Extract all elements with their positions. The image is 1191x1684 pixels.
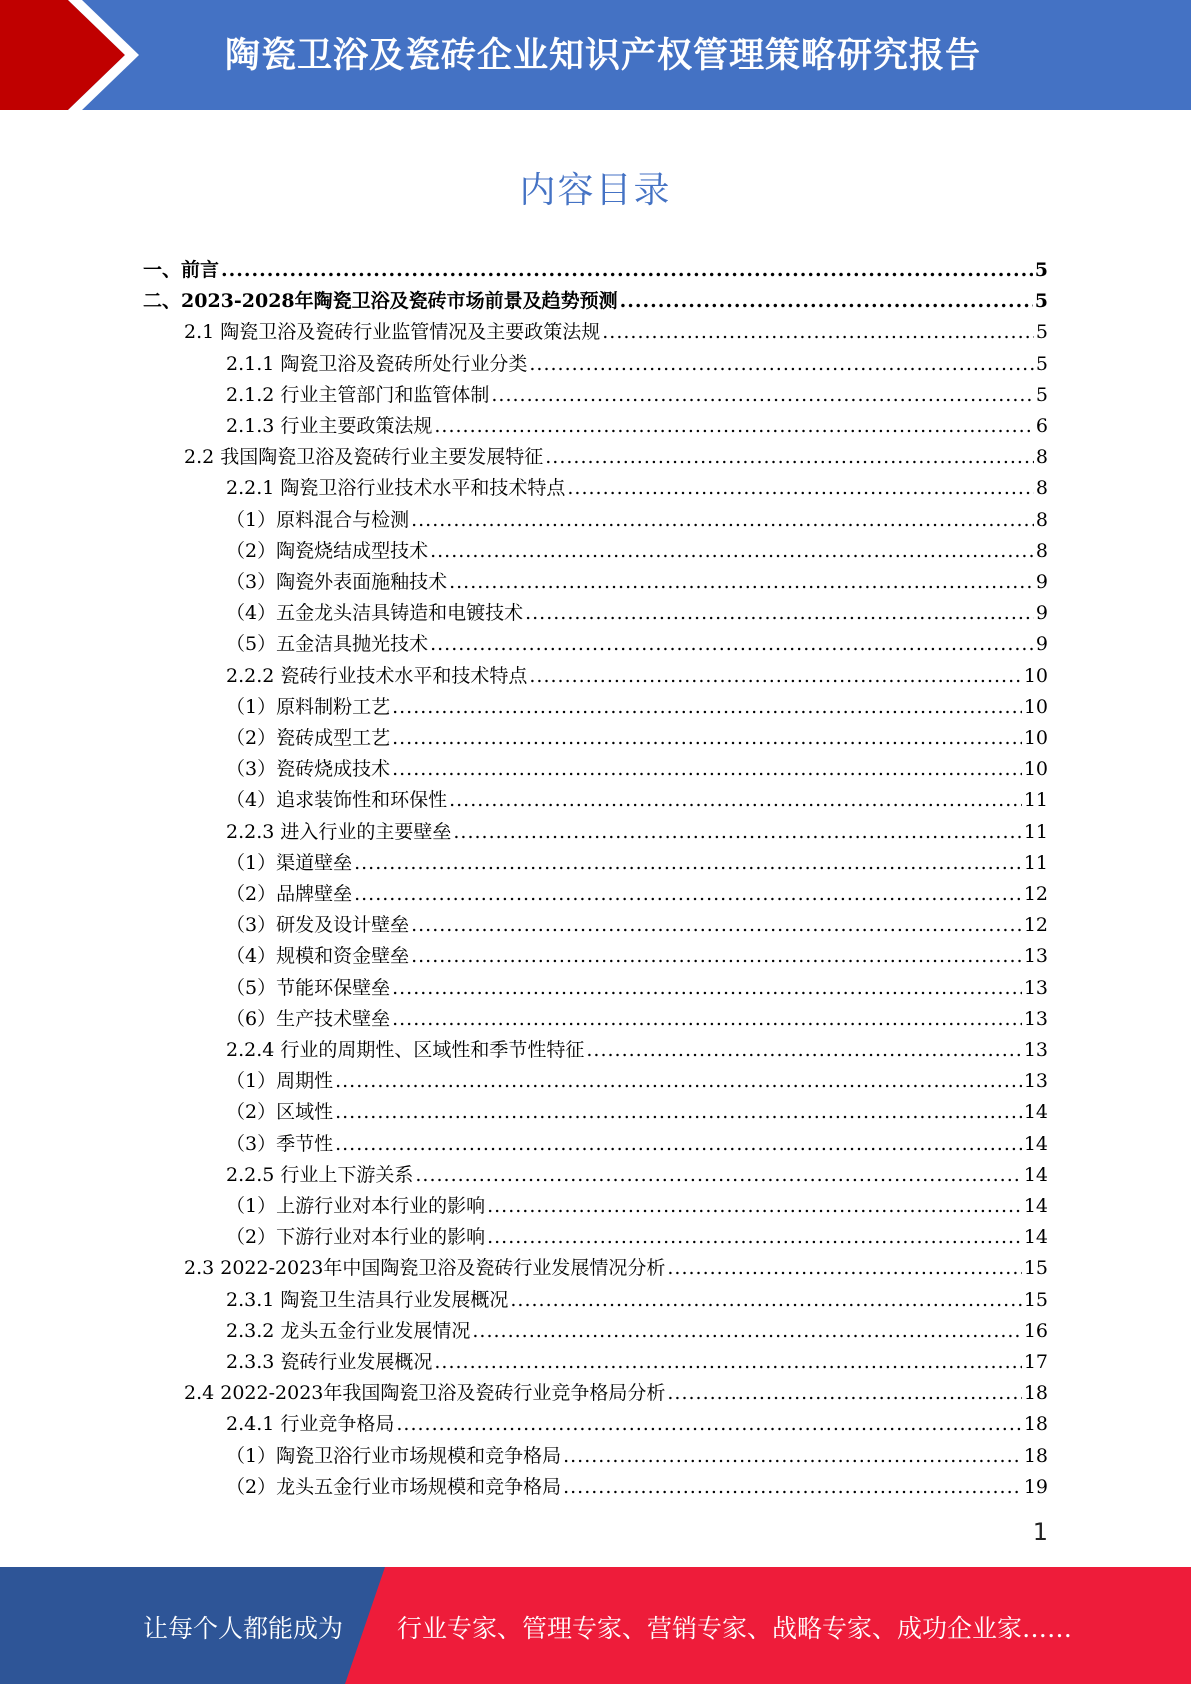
toc-entry-title: （2）区域性 bbox=[226, 1101, 334, 1124]
toc-dot-leader bbox=[567, 473, 1034, 504]
toc-entry-title: （6）生产技术壁垒 bbox=[226, 1007, 391, 1030]
toc-dot-leader bbox=[430, 629, 1034, 660]
toc-entry-title: 2.2.3 进入行业的主要壁垒 bbox=[226, 820, 452, 843]
toc-dot-leader bbox=[415, 1160, 1021, 1191]
toc-entry[interactable] bbox=[226, 1222, 1048, 1253]
toc-entry-page: 11 bbox=[1023, 851, 1048, 874]
toc-dot-leader bbox=[510, 1285, 1021, 1316]
toc-dot-leader bbox=[335, 1097, 1022, 1128]
toc-entry-title: （2）下游行业对本行业的影响 bbox=[226, 1226, 486, 1249]
toc-entry-page: 5 bbox=[1034, 259, 1048, 281]
toc-entry-title: （3）季节性 bbox=[226, 1132, 334, 1155]
toc-entry-page: 11 bbox=[1023, 789, 1048, 812]
toc-entry-title: （1）原料制粉工艺 bbox=[226, 695, 391, 718]
toc-entry-page: 11 bbox=[1023, 820, 1048, 843]
toc-entry[interactable] bbox=[226, 1129, 1048, 1160]
toc-dot-leader bbox=[487, 1222, 1022, 1253]
toc-entry[interactable] bbox=[226, 692, 1048, 723]
toc-entry[interactable] bbox=[226, 567, 1048, 598]
toc-entry-title: 2.1 陶瓷卫浴及瓷砖行业监管情况及主要政策法规 bbox=[184, 321, 601, 344]
toc-entry-title: 2.4 2022-2023年我国陶瓷卫浴及瓷砖行业竞争格局分析 bbox=[184, 1382, 666, 1405]
toc-entry-title: （3）瓷砖烧成技术 bbox=[226, 758, 391, 781]
toc-entry-page: 9 bbox=[1035, 571, 1048, 593]
toc-dot-leader bbox=[354, 848, 1022, 879]
toc-entry-page: 18 bbox=[1023, 1444, 1048, 1467]
toc-entry[interactable] bbox=[226, 941, 1048, 972]
toc-entry-page: 14 bbox=[1023, 1226, 1048, 1249]
toc-entry-title: 2.1.2 行业主管部门和监管体制 bbox=[226, 383, 490, 406]
toc-entry-title: 2.3.1 陶瓷卫生洁具行业发展概况 bbox=[226, 1288, 509, 1311]
toc-entry-title: 2.3.3 瓷砖行业发展概况 bbox=[226, 1351, 433, 1373]
toc-entry-page: 10 bbox=[1023, 758, 1048, 781]
toc-entry-title: （3）陶瓷外表面施釉技术 bbox=[226, 571, 448, 593]
toc-dot-leader bbox=[411, 910, 1022, 941]
toc-entry-title: 2.2.5 行业上下游关系 bbox=[226, 1163, 414, 1186]
toc-dot-leader bbox=[392, 692, 1022, 723]
toc-entry-title: 2.1.1 陶瓷卫浴及瓷砖所处行业分类 bbox=[226, 352, 528, 375]
toc-entry-page: 8 bbox=[1035, 508, 1048, 531]
toc-entry-page: 14 bbox=[1023, 1132, 1048, 1155]
toc-entry[interactable] bbox=[226, 1409, 1048, 1440]
toc-entry[interactable] bbox=[226, 598, 1048, 629]
toc-dot-leader bbox=[392, 723, 1022, 754]
toc-entry-title: （4）五金龙头洁具铸造和电镀技术 bbox=[226, 602, 524, 625]
toc-entry[interactable] bbox=[143, 286, 1048, 317]
toc-dot-leader bbox=[667, 1378, 1021, 1409]
toc-entry[interactable] bbox=[226, 380, 1048, 411]
footer-band bbox=[0, 1567, 1191, 1684]
report-title: 陶瓷卫浴及瓷砖企业知识产权管理策略研究报告 bbox=[225, 36, 982, 76]
toc-dot-leader bbox=[430, 536, 1034, 567]
toc-entry-title: 2.2 我国陶瓷卫浴及瓷砖行业主要发展特征 bbox=[184, 446, 544, 469]
toc-dot-leader bbox=[392, 1004, 1022, 1035]
toc-entry-page: 14 bbox=[1023, 1163, 1048, 1186]
toc-entry-page: 9 bbox=[1035, 633, 1048, 656]
toc-entry[interactable] bbox=[226, 411, 1048, 442]
toc-dot-leader bbox=[620, 286, 1033, 317]
toc-dot-leader bbox=[392, 754, 1022, 785]
toc-entry[interactable] bbox=[226, 1191, 1048, 1222]
toc-entry[interactable] bbox=[226, 1285, 1048, 1316]
toc-entry-page: 17 bbox=[1023, 1351, 1048, 1373]
toc-dot-leader bbox=[667, 1253, 1021, 1284]
toc-entry-page: 14 bbox=[1023, 1101, 1048, 1124]
toc-entry-title: （2）陶瓷烧结成型技术 bbox=[226, 539, 429, 562]
toc-entry[interactable] bbox=[226, 661, 1048, 692]
toc-entry-page: 16 bbox=[1023, 1319, 1048, 1342]
toc-entry-page: 13 bbox=[1023, 1070, 1048, 1093]
toc-entry-page: 5 bbox=[1035, 321, 1048, 344]
toc-entry[interactable] bbox=[226, 1316, 1048, 1347]
toc-entry-page: 8 bbox=[1035, 477, 1048, 500]
toc-dot-leader bbox=[221, 255, 1033, 286]
toc-entry[interactable] bbox=[226, 1441, 1048, 1472]
toc-entry-page: 5 bbox=[1035, 352, 1048, 375]
toc-dot-leader bbox=[434, 1347, 1021, 1378]
toc-entry-title: （5）五金洁具抛光技术 bbox=[226, 633, 429, 656]
toc-entry-page: 13 bbox=[1023, 1007, 1048, 1030]
toc-entry[interactable] bbox=[184, 442, 1048, 473]
toc-entry[interactable] bbox=[226, 1066, 1048, 1097]
toc-entry-page: 19 bbox=[1023, 1475, 1048, 1498]
footer-slogan-right: 行业专家、管理专家、营销专家、战略专家、成功企业家…… bbox=[397, 1614, 1073, 1643]
toc-entry-title: 2.4.1 行业竞争格局 bbox=[226, 1413, 395, 1436]
toc-entry[interactable] bbox=[226, 536, 1048, 567]
toc-entry-page: 12 bbox=[1023, 883, 1048, 905]
toc-entry[interactable] bbox=[226, 817, 1048, 848]
toc-entry[interactable] bbox=[226, 629, 1048, 660]
toc-entry-title: 2.2.2 瓷砖行业技术水平和技术特点 bbox=[226, 664, 528, 687]
toc-entry[interactable] bbox=[226, 754, 1048, 785]
toc-dot-leader bbox=[411, 505, 1034, 536]
toc-entry-page: 8 bbox=[1035, 539, 1048, 562]
toc-dot-leader bbox=[449, 785, 1022, 816]
toc-entry[interactable] bbox=[226, 1004, 1048, 1035]
toc-entry[interactable] bbox=[226, 1097, 1048, 1128]
toc-entry-page: 6 bbox=[1035, 415, 1048, 437]
toc-entry-title: 一、前言 bbox=[143, 259, 220, 281]
toc-entry-page: 12 bbox=[1023, 914, 1048, 937]
toc-dot-leader bbox=[453, 817, 1021, 848]
toc-heading: 内容目录 bbox=[519, 170, 672, 211]
toc-entry-title: （3）研发及设计壁垒 bbox=[226, 914, 410, 937]
toc-entry-title: 二、2023-2028年陶瓷卫浴及瓷砖市场前景及趋势预测 bbox=[143, 290, 618, 313]
toc-entry[interactable] bbox=[226, 723, 1048, 754]
toc-entry-title: 2.3 2022-2023年中国陶瓷卫浴及瓷砖行业发展情况分析 bbox=[184, 1257, 666, 1280]
toc-dot-leader bbox=[396, 1409, 1021, 1440]
toc-entry[interactable] bbox=[143, 255, 1048, 286]
toc-dot-leader bbox=[529, 349, 1034, 380]
toc-dot-leader bbox=[586, 1035, 1021, 1066]
toc-entry[interactable] bbox=[226, 1347, 1048, 1378]
toc-dot-leader bbox=[602, 317, 1034, 348]
toc-dot-leader bbox=[563, 1472, 1022, 1503]
header-band bbox=[0, 0, 1191, 110]
toc-dot-leader bbox=[449, 567, 1034, 598]
toc-entry[interactable] bbox=[226, 973, 1048, 1004]
toc-entry-title: 2.2.4 行业的周期性、区域性和季节性特征 bbox=[226, 1039, 585, 1061]
toc-entry[interactable] bbox=[226, 1472, 1048, 1503]
toc-entry-title: （5）节能环保壁垒 bbox=[226, 976, 391, 999]
footer-slogan-left: 让每个人都能成为 bbox=[143, 1614, 344, 1643]
toc-dot-leader bbox=[525, 598, 1034, 629]
toc-entry-page: 9 bbox=[1035, 602, 1048, 625]
toc-entry-title: （1）陶瓷卫浴行业市场规模和竞争格局 bbox=[226, 1444, 562, 1467]
toc-dot-leader bbox=[472, 1316, 1021, 1347]
toc-dot-leader bbox=[487, 1191, 1022, 1222]
toc-entry[interactable] bbox=[184, 1253, 1048, 1284]
toc-entry-title: 2.1.3 行业主要政策法规 bbox=[226, 415, 433, 437]
toc-entry[interactable] bbox=[226, 848, 1048, 879]
toc-entry-title: （2）龙头五金行业市场规模和竞争格局 bbox=[226, 1475, 562, 1498]
toc-entry-title: （2）瓷砖成型工艺 bbox=[226, 727, 391, 749]
toc-entry-page: 10 bbox=[1023, 664, 1048, 687]
toc-entry-page: 15 bbox=[1023, 1257, 1048, 1280]
toc-dot-leader bbox=[545, 442, 1034, 473]
toc-dot-leader bbox=[434, 411, 1034, 442]
toc-entry-page: 14 bbox=[1023, 1195, 1048, 1217]
toc-entry-page: 18 bbox=[1023, 1382, 1048, 1405]
toc-entry-page: 8 bbox=[1035, 446, 1048, 469]
toc-entry[interactable] bbox=[226, 1160, 1048, 1191]
toc-dot-leader bbox=[563, 1441, 1022, 1472]
toc-entry[interactable] bbox=[226, 910, 1048, 941]
toc-entry[interactable] bbox=[226, 879, 1048, 910]
toc-entry-title: （1）上游行业对本行业的影响 bbox=[226, 1195, 486, 1217]
toc-entry-page: 18 bbox=[1023, 1413, 1048, 1436]
toc-dot-leader bbox=[335, 1129, 1022, 1160]
toc-entry-page: 13 bbox=[1023, 976, 1048, 999]
toc-entry-page: 10 bbox=[1023, 695, 1048, 718]
chevron-icon bbox=[0, 0, 160, 110]
toc-entry[interactable] bbox=[184, 317, 1048, 348]
toc-entry[interactable] bbox=[184, 1378, 1048, 1409]
toc-entry-title: （1）原料混合与检测 bbox=[226, 508, 410, 531]
toc-dot-leader bbox=[335, 1066, 1022, 1097]
toc-dot-leader bbox=[529, 661, 1021, 692]
toc-dot-leader bbox=[354, 879, 1022, 910]
toc-entry-title: 2.3.2 龙头五金行业发展情况 bbox=[226, 1319, 471, 1342]
toc-entry-title: （1）渠道壁垒 bbox=[226, 851, 353, 874]
toc-entry-title: （4）规模和资金壁垒 bbox=[226, 945, 410, 968]
toc-entry[interactable] bbox=[226, 473, 1048, 504]
toc-entry-title: （2）品牌壁垒 bbox=[226, 883, 353, 905]
toc-entry-title: （4）追求装饰性和环保性 bbox=[226, 789, 448, 812]
toc-entry-page: 5 bbox=[1035, 383, 1048, 406]
toc-entry-page: 15 bbox=[1023, 1288, 1048, 1311]
toc-dot-leader bbox=[392, 973, 1022, 1004]
toc-entry-page: 13 bbox=[1023, 1039, 1048, 1061]
toc-entry[interactable] bbox=[226, 505, 1048, 536]
page-number: 1 bbox=[1032, 1518, 1048, 1546]
toc-entry-page: 5 bbox=[1034, 290, 1048, 313]
toc-entry[interactable] bbox=[226, 349, 1048, 380]
toc-dot-leader bbox=[411, 941, 1022, 972]
toc-entry[interactable] bbox=[226, 1035, 1048, 1066]
toc-entry-title: （1）周期性 bbox=[226, 1070, 334, 1093]
toc-entry-page: 10 bbox=[1023, 727, 1048, 749]
toc-entry-page: 13 bbox=[1023, 945, 1048, 968]
toc-dot-leader bbox=[491, 380, 1034, 411]
toc-entry-title: 2.2.1 陶瓷卫浴行业技术水平和技术特点 bbox=[226, 477, 566, 500]
toc-entry[interactable] bbox=[226, 785, 1048, 816]
